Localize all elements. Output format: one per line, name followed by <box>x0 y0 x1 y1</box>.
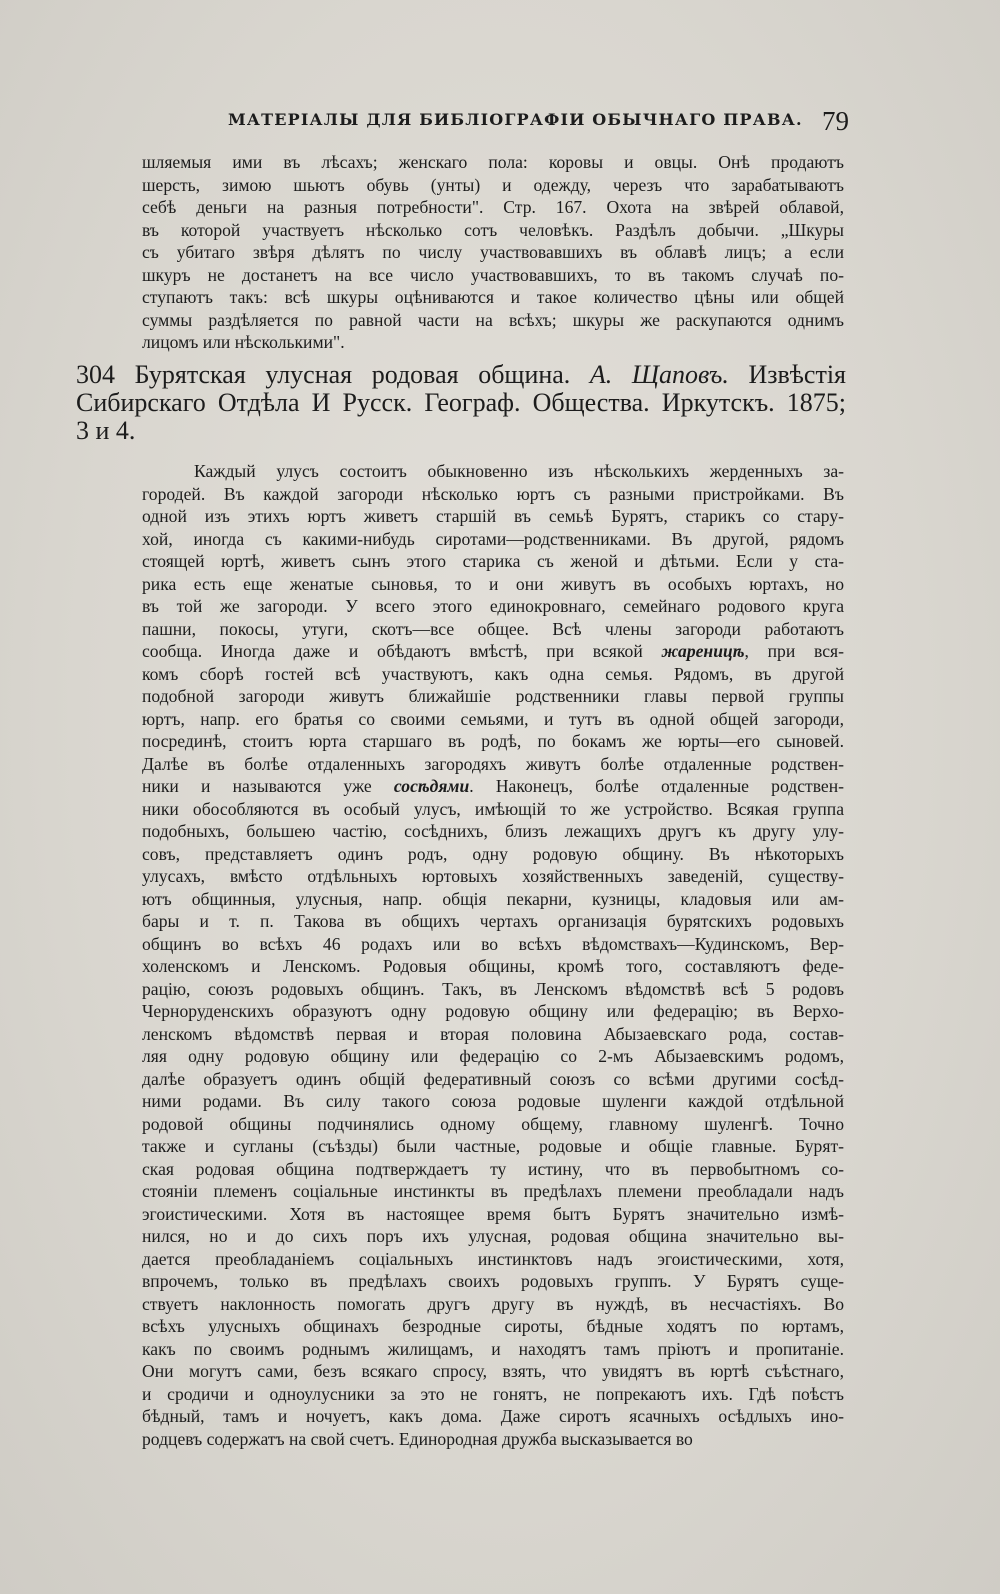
text-line: одной изъ этихъ юртъ живетъ старшій въ семьѣ Бурятъ, старикъ со стару- <box>142 506 844 526</box>
title-line: 3 и 4. <box>76 416 136 445</box>
text-line: Они могутъ сами, безъ всякаго спросу, взять, что увидятъ въ юртѣ съѣстнаго, <box>142 1361 844 1381</box>
text-line: улусахъ, вмѣсто отдѣльныхъ юртовыхъ хозяйственныхъ заведеній, существу- <box>142 866 844 886</box>
text-line: лицомъ или нѣсколькими". <box>142 332 345 352</box>
text-line: далѣе образуетъ одинъ общій федеративный союзъ со всѣми другими сосѣд- <box>142 1068 844 1089</box>
text-line: также и сугланы (съѣзды) были частные, родовые и общіе главные. Бурят- <box>142 1136 844 1156</box>
text-line: и сродичи и одноулусники за это не гонятъ, не попрекаютъ ихъ. Гдѣ поѣстъ <box>142 1383 844 1404</box>
text-line: ютъ общинныя, улусныя, напр. общія пекарни, кузницы, кладовыя или ам- <box>142 888 844 909</box>
text-line: Далѣе въ болѣе отдаленныхъ загородяхъ живутъ болѣе отдаленные родствен- <box>142 753 844 774</box>
emphasized-word: сосѣдями <box>393 776 470 796</box>
text-line: Черноруденскихъ образуютъ одну родовую общину или федерацію; въ Верхо- <box>142 1001 844 1021</box>
running-header: МАТЕРІАЛЫ ДЛЯ БИБЛІОГРАФІИ ОБЫЧНАГО ПРАВА. <box>228 110 803 129</box>
text-line: ступаютъ такъ: всѣ шкуры оцѣниваются и такое количество цѣны или общей <box>142 287 844 307</box>
text-line: рика есть еще женатые сыновья, то и они живутъ въ особыхъ юртахъ, но <box>142 573 844 594</box>
text-line: съ убитаго звѣря дѣлятъ по числу участвовавшихъ въ облавѣ лицъ; а если <box>142 242 844 262</box>
text-line: рацію, союзъ родовыхъ общинъ. Такъ, въ Ленскомъ вѣдомствѣ всѣ 5 родовъ <box>142 978 844 999</box>
text-line: ними родами. Въ силу такого союза родовые шуленги каждой отдѣльной <box>142 1091 844 1111</box>
text-line: шкуръ не достанетъ на все число участвовавшихъ, то въ такомъ случаѣ по- <box>142 264 844 285</box>
text-line: посрединѣ, стоитъ юрта старшаго въ родѣ, по бокамъ же юрты—его сыновей. <box>142 731 844 751</box>
text-line: холенскомъ и Ленскомъ. Родовыя общины, кромѣ того, составляютъ феде- <box>142 956 844 976</box>
text-line: себѣ деньги на разныя потребности". Стр. 167. Охота на звѣрей облавой, <box>142 197 844 217</box>
main-paragraph <box>142 460 844 1450</box>
text-line: общинъ во всѣхъ 46 родахъ или во всѣхъ вѣдомствахъ—Кудинскомъ, Вер- <box>142 933 844 954</box>
text-line: ляя одну родовую общину или федерацію со 2-мъ Абызаевскимъ родомъ, <box>142 1046 844 1066</box>
text-line: ленскомъ вѣдомствѣ первая и вторая половина Абызаевскаго рода, состав- <box>142 1023 844 1044</box>
text-line: сообща. Иногда даже и обѣдаютъ вмѣстѣ, при всякой жареницѣ, при вся- <box>142 641 844 661</box>
text-line: всѣхъ улусныхъ общинахъ безродные сироты, бѣдные ходятъ по юртамъ, <box>142 1316 844 1336</box>
text-line: дается преобладаніемъ соціальныхъ инстинктовъ надъ эгоистическими, хотя, <box>142 1248 844 1269</box>
text-line: въ той же загороди. У всего этого единокровнаго, семейнаго родового круга <box>142 596 844 616</box>
text-line: совъ, представляетъ одинъ родъ, одну родовую общину. Въ нѣкоторыхъ <box>142 843 844 864</box>
text-line: подобныхъ, большею частію, сосѣднихъ, близъ лежащихъ другъ къ другу улу- <box>142 821 844 841</box>
text-line: шляемыя ими въ лѣсахъ; женскаго пола: коровы и овцы. Онѣ продаютъ <box>142 152 844 172</box>
text-line: эгоистическими. Хотя въ настоящее время бытъ Бурятъ значительно измѣ- <box>142 1203 844 1224</box>
text-line: въ которой участвуетъ нѣсколько сотъ человѣкъ. Раздѣлъ добычи. „Шкуры <box>142 219 844 240</box>
text-line: ская родовая община подтверждаетъ ту истину, что въ первобытномъ со- <box>142 1158 844 1179</box>
text-line: какъ по своимъ роднымъ жилищамъ, и находятъ тамъ пріютъ и пропитаніе. <box>142 1338 844 1359</box>
emphasized-word: жареницѣ <box>661 641 745 661</box>
text-line: ствуетъ наклонность помогать другъ другу въ нуждѣ, въ несчастіяхъ. Во <box>142 1293 844 1314</box>
text-line: стояніи племенъ соціальные инстинкты въ предѣлахъ племени преобладали надъ <box>142 1181 844 1201</box>
text-line: бары и т. п. Такова въ общихъ чертахъ организація бурятскихъ родовыхъ <box>142 911 844 931</box>
text-line: суммы раздѣляется по равной части на всѣхъ; шкуры же раскупаются однимъ <box>142 309 844 330</box>
title-line: 304 Бурятская улусная родовая община. А. Щаповъ. Извѣстія <box>76 360 847 389</box>
text-line: шерсть, зимою шьютъ обувь (унты) и одежду, черезъ что зарабатываютъ <box>142 174 844 195</box>
text-line: подобной загороди живутъ ближайшіе родственники главы первой группы <box>142 686 844 706</box>
text-line: нился, но и до сихъ поръ ихъ улусная, родовая община значительно вы- <box>142 1226 844 1246</box>
title-line: Сибирскаго Отдѣла И Русск. Географ. Общества. Иркутскъ. 1875; <box>76 388 846 417</box>
text-line: юртъ, напр. его братья со своими семьями, и тутъ въ одной общей загороди, <box>142 708 844 729</box>
text-line: ники обособляются въ особый улусъ, имѣющій то же устройство. Всякая группа <box>142 798 844 819</box>
text-line: комъ сборѣ гостей всѣ участвуютъ, какъ одна семья. Рядомъ, въ другой <box>142 663 844 684</box>
text-line: пашни, покосы, утуги, скотъ—все общее. Всѣ члены загороди работаютъ <box>142 618 844 639</box>
text-line: хой, иногда съ какими-нибудь сиротами—родственниками. Въ другой, рядомъ <box>142 528 844 549</box>
text-line: ники и называются уже сосѣдями. Наконецъ, болѣе отдаленные родствен- <box>142 776 845 796</box>
text-line: городей. Въ каждой загороди нѣсколько юртъ съ разными пристройками. Въ <box>142 483 844 504</box>
text-line: родовой общины подчинялись одному общему, главному шуленгѣ. Точно <box>142 1113 844 1134</box>
page-number: 79 <box>822 106 849 136</box>
entry-author: А. Щаповъ. <box>589 360 729 389</box>
text-line: впрочемъ, только въ предѣлахъ своихъ родовыхъ группъ. У Бурятъ суще- <box>142 1271 844 1291</box>
text-line: родцевъ содержатъ на свой счетъ. Единородная дружба высказывается во <box>142 1428 693 1449</box>
top-paragraph <box>142 151 844 354</box>
text-line: стоящей юртѣ, живетъ сынъ этого старика съ женой и дѣтьми. Если у ста- <box>142 551 844 571</box>
text-line: бѣдный, тамъ и ночуетъ, какъ дома. Даже сиротъ ясачныхъ осѣдлыхъ ино- <box>142 1406 844 1426</box>
text-line: Каждый улусъ состоитъ обыкновенно изъ нѣсколькихъ жерденныхъ за- <box>194 461 844 481</box>
entry-title <box>76 361 846 445</box>
